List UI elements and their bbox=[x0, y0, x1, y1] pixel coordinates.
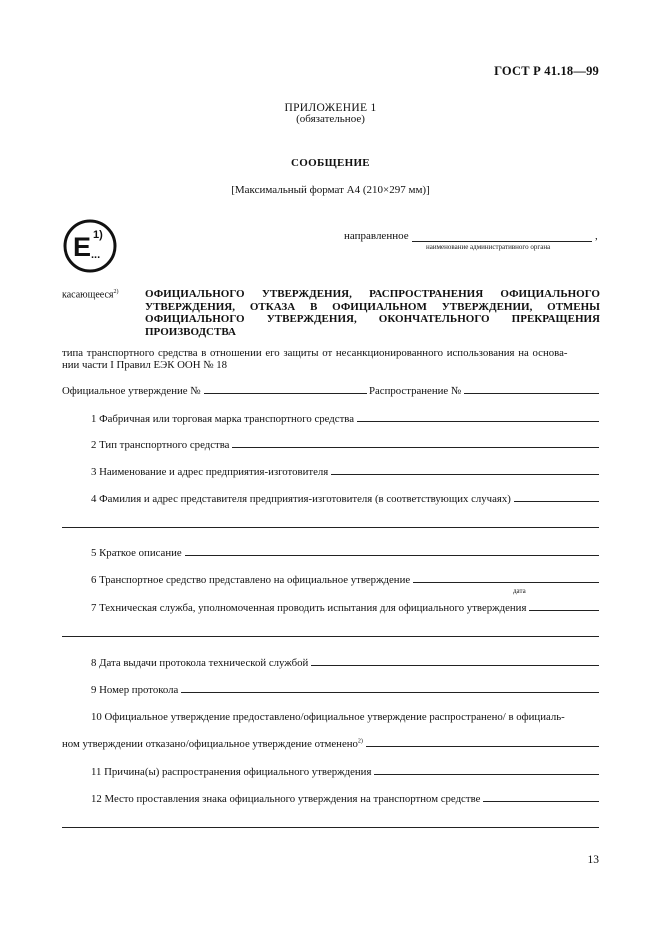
field-12-continuation-line[interactable] bbox=[62, 827, 599, 828]
field-4 bbox=[91, 489, 599, 505]
field-10-text: ном утверждении отказано/официальное утверждение отменено bbox=[62, 738, 358, 750]
field-1-label: 1 Фабричная или торговая марка транспортного средства bbox=[91, 413, 355, 425]
field-11-label: 11 Причина(ы) распространения официального утверждения bbox=[91, 766, 372, 778]
sent-to-caption: наименование административного органа bbox=[426, 243, 551, 251]
field-7-line[interactable] bbox=[529, 610, 599, 611]
field-5-label: 5 Краткое описание bbox=[91, 547, 182, 559]
extension-number-label: Распространение № bbox=[369, 385, 462, 397]
field-6 bbox=[91, 570, 599, 586]
field-5-line[interactable] bbox=[185, 555, 599, 556]
extension-number-field bbox=[369, 381, 599, 397]
sent-to-field bbox=[344, 230, 602, 256]
field-6-line[interactable] bbox=[413, 582, 599, 583]
field-10-label-1: 10 Официальное утверждение предоставлено/официальное утверждение распространено/ в официаль- bbox=[91, 711, 565, 723]
sent-to-label: направленное bbox=[344, 230, 409, 242]
field-10-label-2 bbox=[62, 738, 363, 750]
field-4-line[interactable] bbox=[514, 501, 599, 502]
field-10-line-2 bbox=[62, 734, 599, 750]
sent-to-comma: , bbox=[595, 230, 598, 242]
field-12 bbox=[91, 789, 599, 805]
field-7-label: 7 Техническая служба, уполномоченная проводить испытания для официального утверждения bbox=[91, 602, 527, 614]
approval-number-label: Официальное утверждение № bbox=[62, 385, 201, 397]
page-number: 13 bbox=[587, 854, 599, 866]
field-7-continuation-line[interactable] bbox=[62, 636, 599, 637]
field-9-line[interactable] bbox=[181, 692, 599, 693]
field-3 bbox=[91, 462, 599, 478]
field-10-footnote: 2) bbox=[357, 738, 363, 745]
extension-number-line[interactable] bbox=[464, 393, 599, 394]
field-9 bbox=[91, 680, 599, 696]
field-8 bbox=[91, 653, 599, 669]
approval-number-line[interactable] bbox=[204, 393, 367, 394]
field-8-line[interactable] bbox=[311, 665, 599, 666]
field-10-line-1 bbox=[91, 707, 599, 723]
field-12-line[interactable] bbox=[483, 801, 599, 802]
field-2 bbox=[91, 435, 599, 451]
sent-to-line[interactable] bbox=[412, 241, 592, 242]
message-title: СООБЩЕНИЕ bbox=[291, 157, 370, 169]
field-2-label: 2 Тип транспортного средства bbox=[91, 439, 230, 451]
concerning-label bbox=[62, 289, 118, 300]
standard-number: ГОСТ Р 41.18—99 bbox=[494, 64, 599, 78]
appendix-subtitle: (обязательное) bbox=[296, 113, 365, 125]
field-1 bbox=[91, 409, 599, 425]
field-11 bbox=[91, 762, 599, 778]
field-6-date-caption: дата bbox=[513, 587, 526, 595]
emark-letter: E bbox=[73, 232, 92, 262]
field-7 bbox=[91, 598, 599, 614]
field-4-continuation-line[interactable] bbox=[62, 527, 599, 528]
concerning-text: касающееся bbox=[62, 289, 114, 301]
intro-line-2: нии части I Правил ЕЭК ООН № 18 bbox=[62, 359, 228, 371]
approval-mark-e-icon bbox=[62, 218, 118, 274]
emark-footnote: 1) bbox=[93, 229, 103, 241]
field-5 bbox=[91, 543, 599, 559]
concerning-footnote: 2) bbox=[113, 289, 119, 295]
field-6-label: 6 Транспортное средство представлено на официальное утверждение bbox=[91, 574, 411, 586]
field-8-label: 8 Дата выдачи протокола технической службой bbox=[91, 657, 309, 669]
field-4-label: 4 Фамилия и адрес представителя предприятия-изготовителя (в соответствующих случаях) bbox=[91, 493, 511, 505]
appendix-title: ПРИЛОЖЕНИЕ 1 bbox=[284, 102, 377, 114]
intro-line-1: типа транспортного средства в отношении его защиты от несанкционированного использования на основа- bbox=[62, 347, 568, 359]
field-2-line[interactable] bbox=[232, 447, 599, 448]
approval-number-field bbox=[62, 381, 367, 397]
emark-placeholder: ... bbox=[91, 249, 101, 261]
field-10-line[interactable] bbox=[366, 746, 599, 747]
field-1-line[interactable] bbox=[357, 421, 599, 422]
field-12-label: 12 Место проставления знака официального утверждения на транспортном средстве bbox=[91, 793, 481, 805]
field-9-label: 9 Номер протокола bbox=[91, 684, 179, 696]
document-heading: ОФИЦИАЛЬНОГО УТВЕРЖДЕНИЯ, РАСПРОСТРАНЕНИЯ ОФИЦИАЛЬНОГО УТВЕРЖДЕНИЯ, ОТКАЗА В ОФИЦИАЛЬНОМ УТВЕРЖДЕНИИ, ОТМЕНЫ ОФИЦИАЛЬНОГО УТВЕРЖДЕНИЯ, ОКОНЧАТЕЛЬНОГО ПРЕКРАЩЕНИЯ ПРОИЗВОДСТВА bbox=[145, 288, 600, 338]
field-11-line[interactable] bbox=[374, 774, 599, 775]
field-3-label: 3 Наименование и адрес предприятия-изготовителя bbox=[91, 466, 329, 478]
field-3-line[interactable] bbox=[331, 474, 599, 475]
format-note: [Максимальный формат А4 (210×297 мм)] bbox=[231, 184, 430, 196]
